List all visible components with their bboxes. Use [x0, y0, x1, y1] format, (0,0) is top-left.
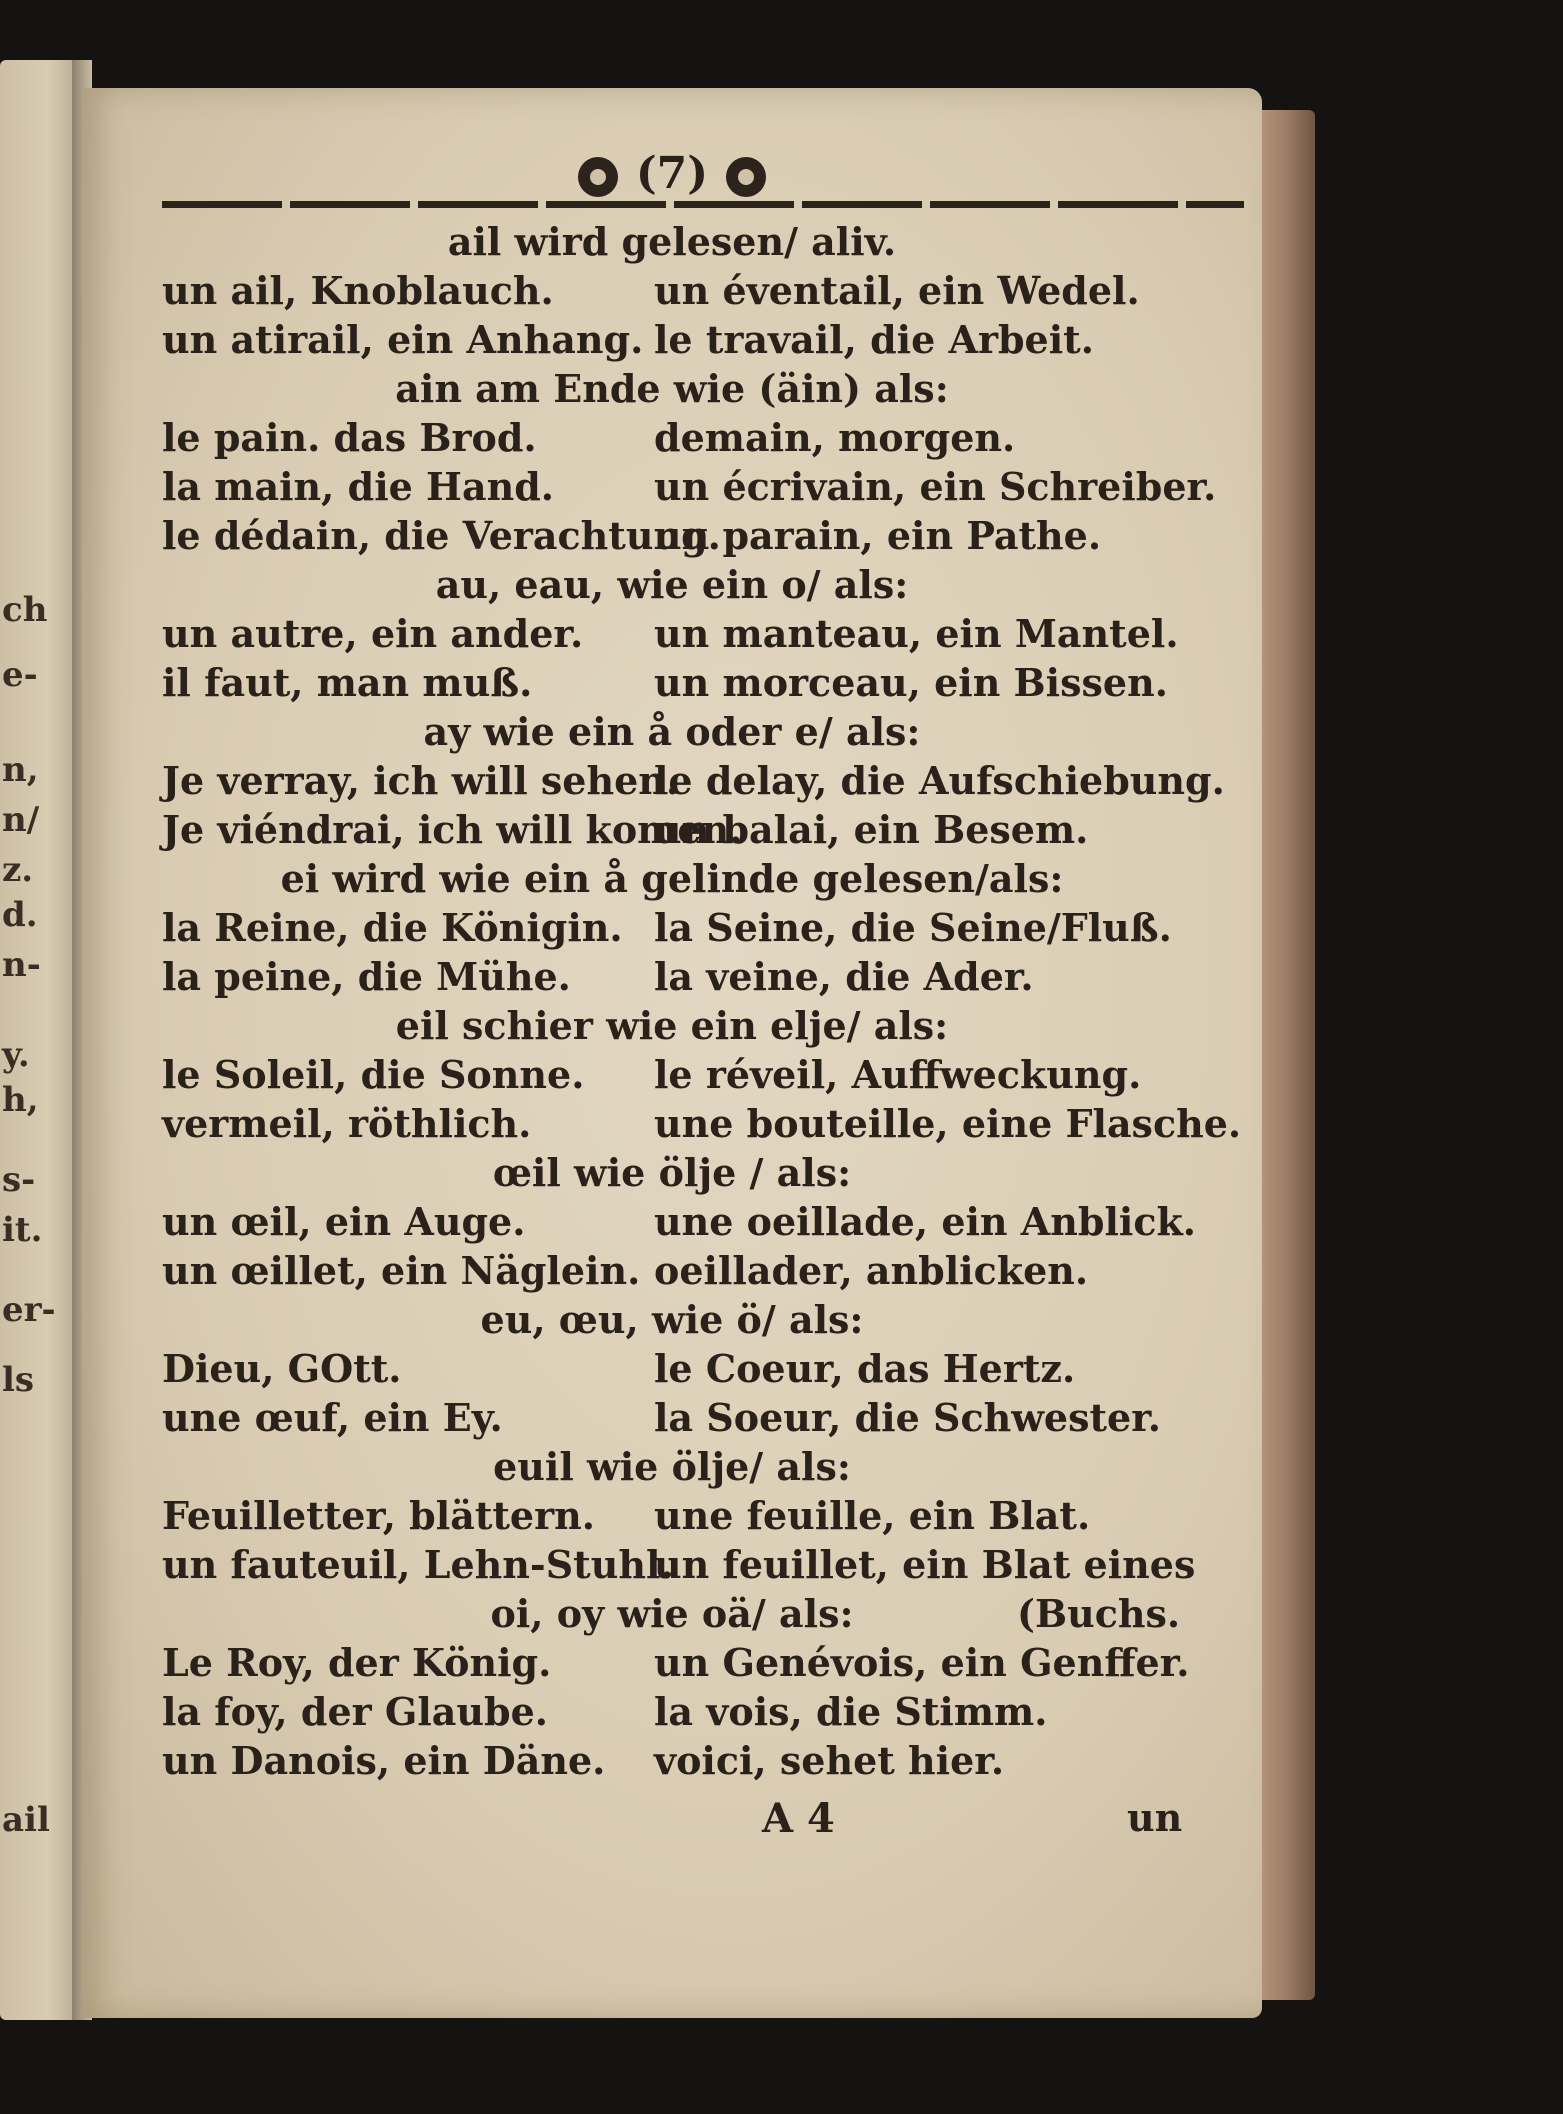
- vocab-entry-left: un œil, ein Auge.: [162, 1199, 526, 1244]
- vocab-entry-right: le travail, die Arbeit.: [654, 317, 1094, 362]
- vocab-entry-left: un ail, Knoblauch.: [162, 268, 554, 313]
- vocab-entry-right: un éventail, ein Wedel.: [654, 268, 1140, 313]
- vocab-entry-right: la Soeur, die Schwester.: [654, 1395, 1161, 1440]
- left-page-fragment: n/: [2, 800, 40, 840]
- section-heading: au, eau, wie ein o/ als:: [435, 562, 909, 607]
- section-heading: oi, oy wie oä/ als:: [490, 1591, 854, 1636]
- vocab-entry-right: demain, morgen.: [654, 415, 1016, 460]
- left-page-fragment: er-: [2, 1290, 56, 1330]
- left-page-fragment: it.: [2, 1210, 43, 1250]
- vocab-entry-right: un écrivain, ein Schreiber.: [654, 464, 1217, 509]
- vocab-entry-left: la peine, die Mühe.: [162, 954, 571, 999]
- vocab-entry-right: un manteau, ein Mantel.: [654, 611, 1179, 656]
- vocab-entry-left: un autre, ein ander.: [162, 611, 584, 656]
- vocab-entry-left: le dédain, die Verachtung.: [162, 513, 721, 558]
- vocab-entry-right: une oeillade, ein Anblick.: [654, 1199, 1197, 1244]
- vocab-entry-left: un Danois, ein Däne.: [162, 1738, 606, 1783]
- vocab-entry-right: un feuillet, ein Blat eines: [654, 1542, 1196, 1587]
- vocab-entry-left: Je verray, ich will sehen.: [162, 758, 680, 803]
- vocab-entry-right: un morceau, ein Bissen.: [654, 660, 1168, 705]
- left-page-fragment: n-: [2, 945, 41, 985]
- vocab-entry-right: un parain, ein Pathe.: [654, 513, 1102, 558]
- left-page-fragment: n,: [2, 750, 39, 790]
- vocab-entry-left: un œillet, ein Näglein.: [162, 1248, 641, 1293]
- book-cover-edge: [1255, 110, 1315, 2000]
- section-heading: ain am Ende wie (äin) als:: [395, 366, 949, 411]
- vocab-entry-left: le pain. das Brod.: [162, 415, 537, 460]
- vocab-entry-right: le Coeur, das Hertz.: [654, 1346, 1076, 1391]
- section-heading: euil wie ölje/ als:: [493, 1444, 851, 1489]
- section-heading: ei wird wie ein å gelinde gelesen/als:: [280, 856, 1064, 901]
- left-page-fragment: ail: [2, 1800, 50, 1840]
- vocab-entry-left: il faut, man muß.: [162, 660, 533, 705]
- vocab-entry-right: la Seine, die Seine/Fluß.: [654, 905, 1172, 950]
- vocab-entry-right: un Genévois, ein Genffer.: [654, 1640, 1190, 1685]
- section-heading: ail wird gelesen/ aliv.: [447, 219, 897, 264]
- vocab-entry-left: Dieu, GOtt.: [162, 1346, 402, 1391]
- vocab-entry-left: le Soleil, die Sonne.: [162, 1052, 585, 1097]
- vocab-entry-left: un atirail, ein Anhang.: [162, 317, 644, 362]
- left-page-edge: [0, 60, 80, 2020]
- left-page-fragment: z.: [2, 850, 34, 890]
- vocab-entry-right: une bouteille, eine Flasche.: [654, 1101, 1242, 1146]
- left-page-fragment: h,: [2, 1080, 39, 1120]
- vocab-entry-left: Feuilletter, blättern.: [162, 1493, 595, 1538]
- vocab-entry-left: la foy, der Glaube.: [162, 1689, 548, 1734]
- signature-mark: A 4: [762, 1795, 835, 1842]
- header-rule: [162, 201, 1244, 208]
- vocab-entry-left: un fauteuil, Lehn-Stuhl.: [162, 1542, 674, 1587]
- ornament-right-icon: [726, 157, 766, 197]
- left-page-fragment: ls: [2, 1360, 35, 1400]
- left-page-fragment: y.: [2, 1035, 30, 1075]
- vocab-entry-right: un balai, ein Besem.: [654, 807, 1089, 852]
- left-page-fragment: ch: [2, 590, 48, 630]
- continuation-text: (Buchs.: [1017, 1591, 1181, 1636]
- page-number: (7): [635, 148, 709, 199]
- left-page-fragment: e-: [2, 655, 38, 695]
- section-heading: eu, œu, wie ö/ als:: [480, 1297, 864, 1342]
- left-page-fragment: d.: [2, 895, 38, 935]
- vocab-entry-left: la main, die Hand.: [162, 464, 555, 509]
- vocab-entry-left: la Reine, die Königin.: [162, 905, 623, 950]
- page-header: [82, 148, 1262, 199]
- section-heading: œil wie ölje / als:: [492, 1150, 852, 1195]
- vocab-entry-right: la vois, die Stimm.: [654, 1689, 1048, 1734]
- vocab-entry-left: Le Roy, der König.: [162, 1640, 552, 1685]
- vocab-entry-left: vermeil, röthlich.: [162, 1101, 532, 1146]
- left-page-fragment: s-: [2, 1160, 36, 1200]
- vocab-entry-left: Je viéndrai, ich will komen.: [162, 807, 743, 852]
- section-heading: eil schier wie ein elje/ als:: [395, 1003, 949, 1048]
- vocab-entry-right: la veine, die Ader.: [654, 954, 1034, 999]
- vocab-entry-right: voici, sehet hier.: [654, 1738, 1005, 1783]
- vocab-entry-right: le delay, die Aufschiebung.: [654, 758, 1225, 803]
- vocab-entry-right: une feuille, ein Blat.: [654, 1493, 1091, 1538]
- vocab-entry-right: oeillader, anblicken.: [654, 1248, 1089, 1293]
- vocab-entry-right: le réveil, Auffweckung.: [654, 1052, 1142, 1097]
- ornament-left-icon: [578, 157, 618, 197]
- section-heading: ay wie ein å oder e/ als:: [423, 709, 921, 754]
- book-page: [82, 88, 1262, 2018]
- catchword: un: [1127, 1795, 1183, 1840]
- vocab-entry-left: une œuf, ein Ey.: [162, 1395, 503, 1440]
